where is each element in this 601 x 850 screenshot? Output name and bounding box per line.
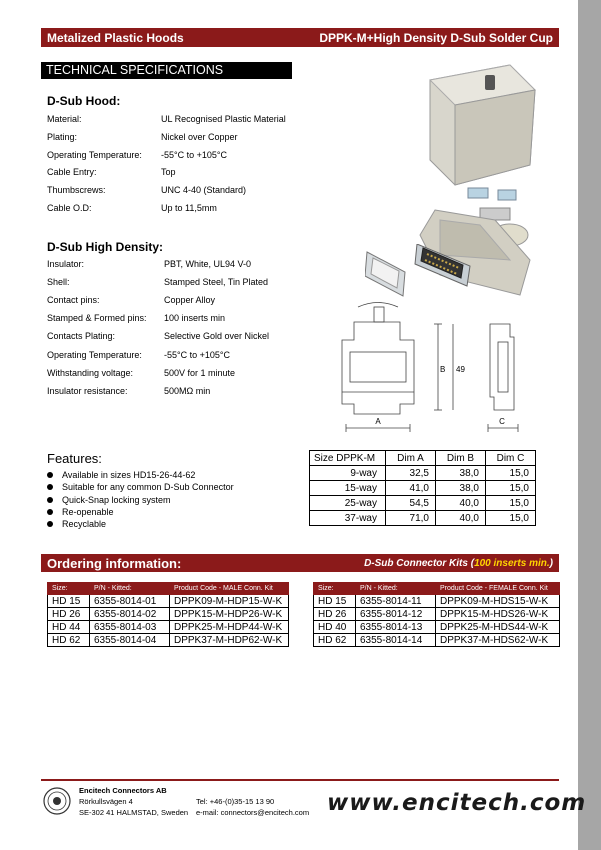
male-row bbox=[48, 621, 289, 634]
hd-spec-label: Contact pins: bbox=[47, 295, 100, 306]
feature-text: Suitable for any common D-Sub Connector bbox=[62, 482, 234, 493]
female-cell: HD 40 bbox=[314, 621, 356, 634]
dims-cell: 15,0 bbox=[486, 496, 536, 511]
dims-cell: 40,0 bbox=[436, 511, 486, 526]
header-bar bbox=[41, 28, 559, 47]
feature-text: Re-openable bbox=[62, 506, 114, 517]
hood-spec-label: Plating: bbox=[47, 131, 78, 142]
hood-spec-label: Cable Entry: bbox=[47, 167, 97, 178]
male-cell: HD 62 bbox=[48, 634, 90, 647]
female-cell: DPPK37-M-HDS62-W-K bbox=[436, 634, 560, 647]
header-right: DPPK-M+High Density D-Sub Solder Cup bbox=[319, 30, 553, 45]
feature-item bbox=[47, 470, 195, 480]
hd-spec-row bbox=[47, 349, 297, 361]
hood-spec-row bbox=[47, 131, 297, 143]
dims-cell: 38,0 bbox=[436, 481, 486, 496]
female-cell: DPPK15-M-HDS26-W-K bbox=[436, 608, 560, 621]
dims-cell: 37-way bbox=[310, 511, 386, 526]
hood-spec-row bbox=[47, 113, 297, 125]
male-header: P/N - Kitted: bbox=[90, 583, 170, 595]
hood-shell-icon bbox=[430, 65, 535, 185]
dims-cell: 54,5 bbox=[386, 496, 436, 511]
female-cell: DPPK25-M-HDS44-W-K bbox=[436, 621, 560, 634]
hd-spec-value: Copper Alloy bbox=[164, 295, 216, 306]
hd-spec-label: Withstanding voltage: bbox=[47, 367, 134, 378]
dims-cell: 25-way bbox=[310, 496, 386, 511]
dims-header: Dim A bbox=[386, 451, 436, 466]
hd-spec-label: Shell: bbox=[47, 277, 70, 288]
male-cell: DPPK15-M-HDP26-W-K bbox=[170, 608, 289, 621]
dims-cell: 38,0 bbox=[436, 466, 486, 481]
hd-spec-value: 500MΩ min bbox=[164, 385, 211, 396]
hd-spec-label: Contacts Plating: bbox=[47, 331, 116, 342]
hood-spec-row bbox=[47, 202, 297, 214]
male-cell: DPPK09-M-HDP15-W-K bbox=[170, 595, 289, 608]
female-cell: DPPK09-M-HDS15-W-K bbox=[436, 595, 560, 608]
bullet-icon bbox=[47, 497, 53, 503]
side-view-drawing bbox=[434, 324, 518, 432]
female-kit-table bbox=[313, 582, 560, 647]
dim-49-label: 49 bbox=[456, 365, 465, 374]
hood-spec-value: UNC 4-40 (Standard) bbox=[161, 185, 247, 196]
feature-item bbox=[47, 507, 114, 517]
female-cell: HD 15 bbox=[314, 595, 356, 608]
hd-spec-label: Insulator: bbox=[47, 259, 85, 269]
hood-title: D-Sub Hood: bbox=[47, 94, 121, 108]
hood-spec-value: Up to 11,5mm bbox=[161, 203, 217, 213]
male-cell: HD 44 bbox=[48, 621, 90, 634]
female-header-row bbox=[314, 583, 560, 595]
bullet-icon bbox=[47, 472, 53, 478]
male-connector-icon bbox=[415, 244, 470, 286]
feature-text: Quick-Snap locking system bbox=[62, 494, 171, 505]
female-cell: HD 62 bbox=[314, 634, 356, 647]
side-stripe bbox=[578, 0, 601, 850]
hood-spec-label: Cable O.D: bbox=[47, 203, 92, 213]
website-link[interactable]: www.encitech.com bbox=[327, 790, 587, 816]
dims-cell: 15,0 bbox=[486, 481, 536, 496]
footer-tel: Tel: +46-(0)35-15 13 90 bbox=[196, 797, 275, 806]
dims-header-row bbox=[310, 451, 536, 466]
dims-row bbox=[310, 511, 536, 526]
footer-company: Encitech Connectors AB bbox=[79, 786, 167, 795]
bullet-icon bbox=[47, 521, 53, 527]
female-header: Size: bbox=[314, 583, 356, 595]
hd-spec-row bbox=[47, 294, 297, 306]
male-header: Product Code - MALE Conn. Kit bbox=[170, 583, 289, 595]
male-cell: 6355-8014-01 bbox=[90, 595, 170, 608]
feature-item bbox=[47, 519, 106, 529]
bullet-icon bbox=[47, 484, 53, 490]
footer-divider bbox=[41, 779, 559, 781]
hd-title: D-Sub High Density: bbox=[47, 240, 163, 254]
dims-cell: 15,0 bbox=[486, 466, 536, 481]
dims-row bbox=[310, 496, 536, 511]
hood-spec-label: Operating Temperature: bbox=[47, 149, 142, 160]
connector-photo bbox=[365, 244, 475, 304]
kit-label-text: D-Sub Connector Kits ( bbox=[364, 557, 475, 569]
ordering-title: Ordering information: bbox=[47, 555, 182, 571]
footer-email: e-mail: connectors@encitech.com bbox=[196, 808, 310, 817]
male-cell: HD 15 bbox=[48, 595, 90, 608]
feature-item bbox=[47, 482, 234, 492]
hd-spec-label: Operating Temperature: bbox=[47, 349, 142, 360]
feature-text: Available in sizes HD15-26-44-62 bbox=[62, 470, 196, 480]
male-header: Size: bbox=[48, 583, 90, 595]
hd-spec-row bbox=[47, 367, 297, 379]
female-cell: 6355-8014-11 bbox=[356, 595, 436, 608]
dims-row bbox=[310, 466, 536, 481]
dims-cell: 9-way bbox=[310, 466, 386, 481]
male-cell: DPPK25-M-HDP44-W-K bbox=[170, 621, 289, 634]
dim-b-label: B bbox=[440, 365, 446, 374]
female-cell: 6355-8014-12 bbox=[356, 608, 436, 621]
technical-drawing bbox=[338, 302, 563, 442]
male-row bbox=[48, 634, 289, 647]
hd-spec-row bbox=[47, 258, 297, 270]
hd-spec-value: -55°C to +105°C bbox=[164, 349, 230, 360]
dims-header: Size DPPK-M bbox=[310, 451, 386, 466]
hd-spec-label: Insulator resistance: bbox=[47, 385, 128, 396]
female-cell: HD 26 bbox=[314, 608, 356, 621]
hood-spec-value: UL Recognised Plastic Material bbox=[161, 114, 286, 124]
dim-c-label: C bbox=[499, 417, 505, 426]
dim-a-label: A bbox=[375, 417, 381, 426]
feature-text: Recyclable bbox=[62, 519, 107, 530]
female-cell: 6355-8014-13 bbox=[356, 621, 436, 634]
female-connector-icon bbox=[365, 252, 405, 296]
hood-spec-label: Thumbscrews: bbox=[47, 185, 106, 196]
tech-spec-title: TECHNICAL SPECIFICATIONS bbox=[41, 62, 292, 79]
hood-spec-row bbox=[47, 184, 297, 196]
dims-cell: 40,0 bbox=[436, 496, 486, 511]
hd-spec-row bbox=[47, 330, 297, 342]
kit-label bbox=[364, 558, 553, 569]
kit-label-close: ) bbox=[549, 557, 553, 569]
header-left: Metalized Plastic Hoods bbox=[47, 30, 184, 45]
dims-header: Dim C bbox=[486, 451, 536, 466]
hd-spec-value: Selective Gold over Nickel bbox=[164, 331, 270, 342]
hd-spec-row bbox=[47, 276, 297, 288]
hood-spec-row bbox=[47, 149, 297, 161]
bullet-icon bbox=[47, 509, 53, 515]
female-row bbox=[314, 621, 560, 634]
hd-spec-row bbox=[47, 312, 297, 324]
male-kit-table bbox=[47, 582, 289, 647]
female-row bbox=[314, 595, 560, 608]
female-row bbox=[314, 608, 560, 621]
hd-spec-row bbox=[47, 385, 297, 397]
dimensions-table bbox=[309, 450, 536, 526]
male-cell: DPPK37-M-HDP62-W-K bbox=[170, 634, 289, 647]
footer-city: SE-302 41 HALMSTAD, Sweden bbox=[79, 808, 189, 817]
hd-spec-value: 100 inserts min bbox=[164, 313, 226, 324]
female-header: Product Code - FEMALE Conn. Kit bbox=[436, 583, 560, 595]
hd-spec-value: PBT, White, UL94 V-0 bbox=[164, 259, 252, 269]
hood-spec-value: Top bbox=[161, 167, 176, 178]
company-logo-icon bbox=[43, 787, 71, 815]
female-cell: 6355-8014-14 bbox=[356, 634, 436, 647]
hd-spec-label: Stamped & Formed pins: bbox=[47, 313, 147, 324]
dims-cell: 15,0 bbox=[486, 511, 536, 526]
hd-spec-value: Stamped Steel, Tin Plated bbox=[164, 277, 269, 288]
hd-spec-value: 500V for 1 minute bbox=[164, 367, 236, 378]
male-cell: 6355-8014-02 bbox=[90, 608, 170, 621]
female-header: P/N - Kitted: bbox=[356, 583, 436, 595]
dims-cell: 32,5 bbox=[386, 466, 436, 481]
male-cell: HD 26 bbox=[48, 608, 90, 621]
hood-spec-value: Nickel over Copper bbox=[161, 131, 238, 142]
dims-row bbox=[310, 481, 536, 496]
male-cell: 6355-8014-03 bbox=[90, 621, 170, 634]
feature-item bbox=[47, 495, 171, 505]
dims-cell: 15-way bbox=[310, 481, 386, 496]
male-row bbox=[48, 608, 289, 621]
ordering-bar bbox=[41, 554, 559, 572]
hood-spec-value: -55°C to +105°C bbox=[161, 149, 227, 160]
male-row bbox=[48, 595, 289, 608]
screws-icon bbox=[468, 188, 516, 200]
features-title: Features: bbox=[47, 451, 102, 466]
dims-header: Dim B bbox=[436, 451, 486, 466]
kit-highlight: 100 inserts min. bbox=[474, 557, 550, 569]
dims-cell: 41,0 bbox=[386, 481, 436, 496]
front-view-drawing bbox=[342, 303, 414, 433]
male-cell: 6355-8014-04 bbox=[90, 634, 170, 647]
hood-spec-label: Material: bbox=[47, 114, 82, 124]
female-row bbox=[314, 634, 560, 647]
male-header-row bbox=[48, 583, 289, 595]
dims-cell: 71,0 bbox=[386, 511, 436, 526]
hood-spec-row bbox=[47, 166, 297, 178]
footer-street: Rörkullsvägen 4 bbox=[79, 797, 133, 806]
